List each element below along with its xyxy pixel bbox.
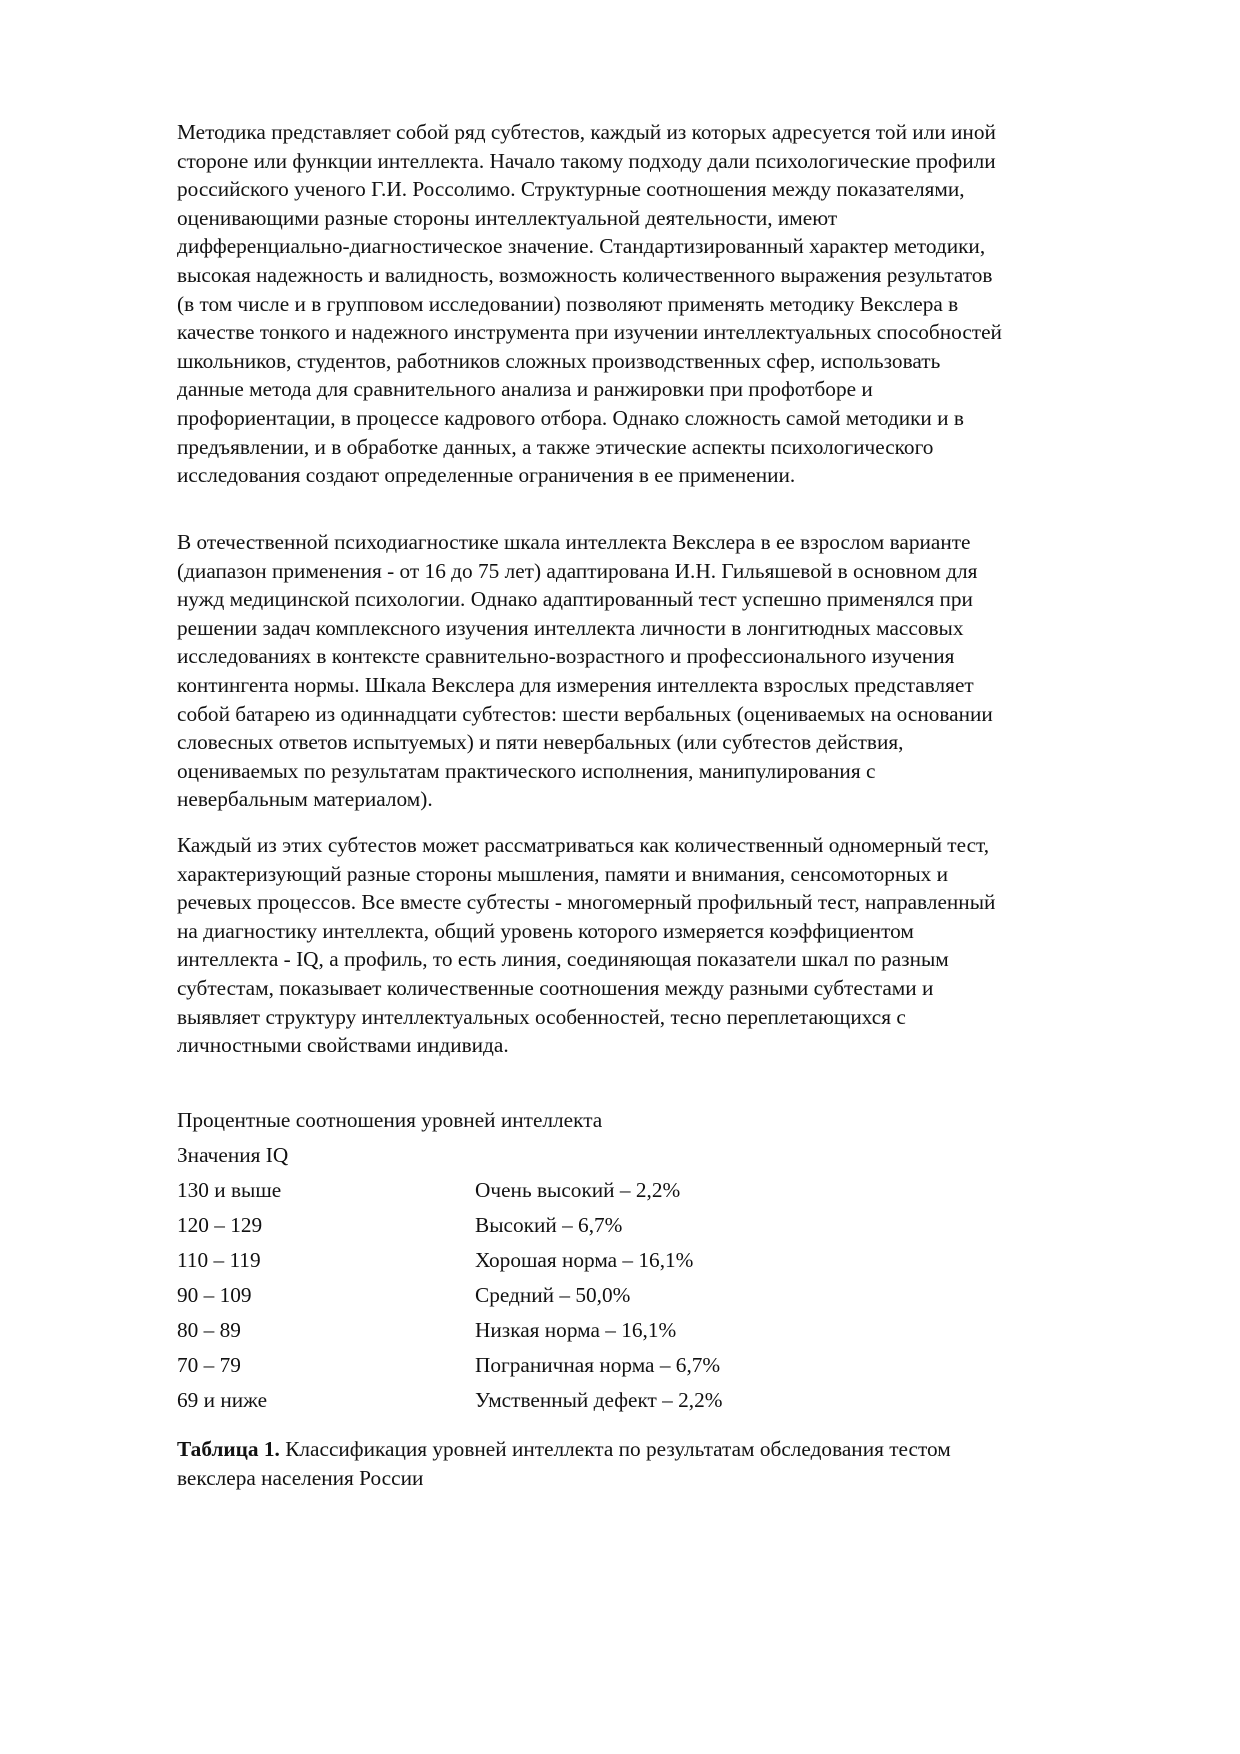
iq-level-cell: Низкая норма – 16,1% <box>475 1318 677 1342</box>
iq-level-cell: Средний – 50,0% <box>475 1283 631 1307</box>
text-line: школьников, студентов, работников сложных производственных сфер, использовать <box>177 348 941 373</box>
text-line: данные метода для сравнительного анализа и ранжировки при профотборе и <box>177 377 873 402</box>
caption-text: Классификация уровней интеллекта по результатам обследования тестом <box>279 1437 951 1461</box>
table-row <box>177 1348 722 1383</box>
table-row <box>177 1243 722 1278</box>
iq-range-cell: 90 – 109 <box>177 1283 252 1307</box>
text-line: исследования создают определенные ограничения в ее применении. <box>177 463 796 488</box>
text-line: (диапазон применения - от 16 до 75 лет) адаптирована И.Н. Гильяшевой в основном для <box>177 558 978 583</box>
text-line: Каждый из этих субтестов может рассматриваться как количественный одномерный тест, <box>177 833 990 857</box>
table-row <box>177 1208 722 1243</box>
text-line: словесных ответов испытуемых) и пяти невербальных (или субтестов действия, <box>177 730 904 755</box>
text-line: стороне или функции интеллекта. Начало такому подходу дали психологические профили <box>177 148 996 173</box>
text-line: субтестам, показывает количественные соотношения между разными субтестами и <box>177 975 934 1000</box>
iq-level-cell: Очень высокий – 2,2% <box>475 1178 681 1202</box>
text-line: профориентации, в процессе кадрового отбора. Однако сложность самой методики и в <box>177 405 964 430</box>
text-line: оценивающими разные стороны интеллектуальной деятельности, имеют <box>177 205 838 230</box>
text-line: исследованиях в контексте сравнительно-возрастного и профессионального изучения <box>177 644 955 669</box>
iq-level-cell: Высокий – 6,7% <box>475 1213 623 1237</box>
iq-range-cell: 130 и выше <box>177 1178 282 1202</box>
iq-range-cell: 69 и ниже <box>177 1388 268 1412</box>
iq-range-cell: 110 – 119 <box>177 1248 261 1272</box>
text-line: характеризующий разные стороны мышления, памяти и внимания, сенсомоторных и <box>177 861 949 886</box>
text-line: высокая надежность и валидность, возможность количественного выражения результатов <box>177 262 993 287</box>
iq-level-cell: Пограничная норма – 6,7% <box>475 1353 721 1377</box>
text-line: личностными свойствами индивида. <box>177 1033 509 1058</box>
iq-range-cell: 70 – 79 <box>177 1353 241 1377</box>
text-line: на диагностику интеллекта, общий уровень которого измеряется коэффициентом <box>177 918 914 943</box>
text-line: предъявлении, и в обработке данных, а также этические аспекты психологического <box>177 434 934 459</box>
table-row <box>177 1173 722 1208</box>
text-line: качестве тонкого и надежного инструмента при изучении интеллектуальных способностей <box>177 320 1002 345</box>
text-line: оцениваемых по результатам практического исполнения, манипулирования с <box>177 758 876 783</box>
caption-line-2: векслера населения России <box>177 1465 424 1490</box>
table-title: Процентные соотношения уровней интеллекта <box>177 1108 603 1132</box>
text-line: дифференциально-диагностическое значение. Стандартизированный характер методики, <box>177 234 986 259</box>
iq-levels-table <box>177 1103 722 1418</box>
caption-line-1 <box>177 1435 951 1464</box>
text-line: решении задач комплексного изучения интеллекта личности в лонгитюдных массовых <box>177 615 964 640</box>
text-line: речевых процессов. Все вместе субтесты - многомерный профильный тест, направленный <box>177 890 996 915</box>
text-line: Методика представляет собой ряд субтестов, каждый из которых адресуется той или иной <box>177 120 996 144</box>
iq-level-cell: Умственный дефект – 2,2% <box>475 1388 723 1412</box>
table-row <box>177 1313 722 1348</box>
table-column-header: Значения IQ <box>177 1143 289 1167</box>
text-line: интеллекта - IQ, а профиль, то есть линия, соединяющая показатели шкал по разным <box>177 947 949 972</box>
iq-range-cell: 80 – 89 <box>177 1318 241 1342</box>
text-line: российского ученого Г.И. Россолимо. Структурные соотношения между показателями, <box>177 177 965 202</box>
paragraph-subtests <box>177 831 995 1060</box>
paragraph-domestic-adaptation <box>177 528 993 814</box>
text-line: выявляет структуру интеллектуальных особенностей, тесно переплетающихся с <box>177 1004 906 1029</box>
text-line: собой батарею из одиннадцати субтестов: шести вербальных (оцениваемых на основании <box>177 701 993 726</box>
table-caption <box>177 1435 951 1492</box>
table-row <box>177 1278 722 1313</box>
paragraph-method-description <box>177 118 1002 490</box>
text-line: контингента нормы. Шкала Векслера для измерения интеллекта взрослых представляет <box>177 672 974 697</box>
text-line: В отечественной психодиагностике шкала интеллекта Векслера в ее взрослом варианте <box>177 530 971 554</box>
text-line: нужд медицинской психологии. Однако адаптированный тест успешно применялся при <box>177 587 973 612</box>
iq-range-cell: 120 – 129 <box>177 1213 263 1237</box>
text-line: невербальным материалом). <box>177 787 433 812</box>
text-line: (в том числе и в групповом исследовании) позволяют применять методику Векслера в <box>177 291 959 316</box>
table-row <box>177 1383 722 1418</box>
caption-label: Таблица 1. <box>177 1437 280 1461</box>
iq-level-cell: Хорошая норма – 16,1% <box>475 1248 694 1272</box>
